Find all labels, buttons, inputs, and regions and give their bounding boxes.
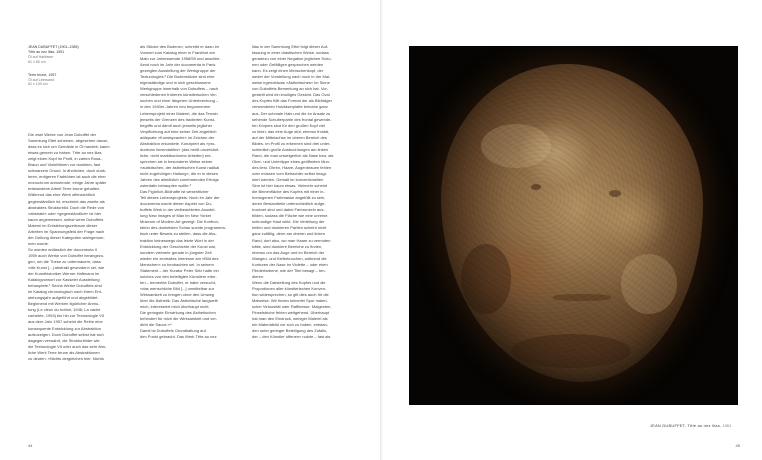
text-line: deren Bestandteile unterschiedlich aufge- — [252, 201, 326, 207]
text-line: Texturologies.² Die Bodenstücke sind eine — [140, 74, 215, 80]
text-line: des Kopfes füllt das Format der als Bildträger — [252, 98, 333, 104]
text-line: wieder ein zentraltes Interesse am »Bild des — [140, 255, 219, 261]
text-line: Lebensprojekt einer Malerei, die das Terrain — [140, 110, 218, 116]
text-line: Abstraktion erkundete. Konzipiert als »pro- — [140, 140, 216, 146]
text-line: Entwicklung der Geschichte der Kunst war, — [140, 243, 217, 249]
text-line: 1959 auch Werke von Dubuffet herangezo- — [28, 252, 105, 258]
text-line: etwas gemein zu haben. Tête au nez lilas — [28, 150, 102, 156]
text-line: behindert für mich die Wirksamkeit und ver- — [140, 316, 218, 322]
text-line: Sinn ist hier kaum etwas. Vielmehr scheint — [252, 183, 328, 189]
text-line: Menschen« zu beobachten sei. In seinem — [140, 261, 214, 267]
text-column-1 — [28, 132, 132, 362]
text-line: oder müssen vom Betrachter selbst imagi- — [252, 170, 327, 176]
text-line: von Dubuffets Bemerkung an sich hat. Vor- — [252, 86, 329, 92]
text-line: hätte, sind dunklere Bereiche zu finden, — [252, 243, 323, 249]
text-line: Konturen der Nase im Violette – oder eben — [252, 261, 328, 267]
text-line: nen oder Gefälligen gesprochen werden — [252, 62, 324, 68]
text-line: Während das eine Werk offensichtlich — [28, 192, 95, 198]
page-number-right: 45 — [735, 443, 740, 448]
caption-medium: Öl auf Leinwand — [28, 77, 54, 82]
text-line: homogenen Farbmasse angefüllt zu sein, — [252, 195, 326, 201]
text-line: der Kunsthistoriker Werner Haftmann im — [28, 271, 100, 277]
text-line: als Stücke des Bodens«, schreibt er dazu im — [140, 44, 219, 49]
text-line: den Punkt gebracht. Das Werk Tête au nez — [140, 334, 217, 340]
artwork-captions — [28, 45, 124, 95]
text-line: ductions linvendables« (das heißt unverkäuf- — [140, 146, 220, 152]
text-line: kann. Es zeigt einen Menschenkopf, der — [252, 68, 324, 74]
text-line: fassung in einer drastischen Weise, sodass — [252, 50, 329, 56]
text-line: geradezu von einer Negation jeglichen Scho- — [252, 56, 332, 62]
caption-size: 81 x 65 cm — [28, 59, 46, 64]
text-line: aus. Der schmale Hals und die im Ansatz zu — [252, 110, 331, 116]
text-line: eigenständige und in sich geschlossene — [140, 80, 211, 86]
text-line: Wirksamkeit zu bringen ohne den Umweg — [140, 291, 215, 297]
text-line: lilas in der Sammlung Ettel folgt dieser Auf- — [252, 44, 329, 49]
text-line: hellen und dunkleren Partien scheint nicht — [252, 225, 327, 231]
text-line: auf der Mittelachse im oberen Bereich des — [252, 134, 327, 140]
text-line: Museum of Modern Art gezeigt. Die Konfron- — [140, 219, 220, 225]
text-line: behauptete.¹ Sechs Werke Dubuffets sind — [28, 283, 102, 289]
text-line: ganz zufällig, denn am oberen und linken — [252, 231, 325, 237]
text-line: ten – bemerkte Dubuffet, er habe versucht, — [140, 279, 216, 285]
text-line: Main zur Jahreswende 1958/59 und anschlie- — [140, 56, 221, 62]
text-line: traktion keineswegs das letzte Wort in der — [140, 237, 214, 243]
text-line: trocknet sind und dabei Farbrunzeln aus- — [252, 207, 325, 213]
text-line: Pinselstriche fehlen weitgehend. Überhaupt — [252, 310, 330, 316]
caption-medium: Öl auf Hartfaser — [28, 54, 54, 59]
text-line: Katalogvorwort zur Kasseler Ausstellung — [28, 277, 100, 283]
text-line: ten Körpers sind für den großen Kopf viel — [252, 122, 325, 128]
text-line: aufzuzeigen. Doch Dubuffet selbst hat sich — [28, 331, 104, 337]
text-line: der – den Künstler offenen« nutzte – fast als — [252, 334, 331, 340]
text-line: dass es sich um Gemälde in Öl handelt, kaum — [28, 144, 110, 150]
text-line: Arbeiten im Spannungsfeld der Frage nach — [28, 228, 105, 234]
text-line: jenseits der Grenzen des tradierten Kunst- — [140, 116, 216, 122]
text-line: documenta wurde dieser Aspekt von Du- — [140, 201, 213, 207]
text-line: Bildes. Im Profil zu erkennen sind drei unter- — [252, 140, 331, 146]
text-line: So wurden anlässlich der documenta II — [28, 246, 97, 252]
text-line: tisch unter Beweis zu stellen, dass die Abs- — [140, 231, 217, 237]
text-line: zu deuten: »Nichts dergleichen hier. Nichts — [28, 355, 104, 361]
text-line: verwendeten Holzfaserplatte beinahe ganz — [252, 104, 328, 110]
caption-entry-1 — [28, 45, 124, 65]
text-line: ein Materialbild vor sich zu haben, entstan- — [252, 322, 329, 328]
text-line: sprechen sie in besonderer Weise seiner — [140, 158, 213, 164]
text-line: Malweise. Wir finden keinerlei Spur maleri- — [252, 297, 328, 303]
text-line: entstandene Arbeit Terre brune gehalten. — [28, 186, 101, 192]
left-page — [0, 0, 380, 460]
caption-title: Tête au nez lilas, 1951 — [28, 49, 65, 54]
text-line: scher Virtuosität oder Raffinesse. Malgesten, — [252, 304, 332, 310]
text-line: Vorwort zum Katalog einer in Frankfurt am — [140, 50, 215, 56]
text-line: sehende Schulterpartie des frontal gewende- — [252, 116, 332, 122]
text-line: liche, nicht marktkonforme Arbeiten) ent- — [140, 152, 212, 158]
right-page — [383, 0, 762, 460]
text-line: liche Werk Terre brune als Abstraktionen — [28, 349, 100, 355]
text-line: konsequente Entwicklung zur Abstraktion — [28, 325, 101, 331]
painting-image — [409, 46, 738, 405]
text-line: Fliederfarbene, wie der Titel besagt – ten- — [252, 267, 326, 273]
text-line: tung (Le vieux du trottoir, 1946; La vache — [28, 307, 101, 313]
text-line: Die zwei Werke von Jean Dubuffet der — [28, 132, 97, 137]
text-line: stehungsjahr aufgeführt und abgebildet. — [28, 295, 99, 301]
text-line: weise irgendetwas »Ästhetisches« im Sinne — [252, 80, 330, 86]
text-line: verschiedenen früheren künstlerischen Ver- — [140, 92, 218, 98]
paint-texture — [441, 64, 703, 382]
text-line: Damit ist Dubuffets Grundhaltung auf — [140, 328, 206, 334]
text-line: ßend noch im Jahr der documenta in Paris — [140, 62, 216, 68]
text-line: Werkgruppe innerhalb von Dubuffets – nach — [140, 86, 219, 92]
text-line: Sammlung Ettel scheinen, abgesehen davon, — [28, 138, 109, 144]
text-line: zeigt einen Kopf im Profil, in zarten Rosa-, — [28, 156, 103, 162]
text-line: buffets Werk in der vielbeachteten Ausstel- — [140, 207, 216, 213]
text-line: leren, erdigeren Farbtönen ist auch die eher — [28, 174, 106, 180]
text-line: schrundige Haut wirkt. Die Verteilung der — [252, 219, 325, 225]
text-line: Die geringste Einwirkung des Ästhetischen — [140, 310, 216, 316]
text-line: den unter geringer Beteiligung des Zufalls, — [252, 328, 328, 334]
painting-caption — [650, 423, 731, 428]
text-line: dieren. — [252, 273, 265, 279]
text-line: Statement – der Kurator Peter Selz hatte ein — [140, 267, 219, 273]
text-line: weder der Vorstellung nach noch in der Mal- — [252, 74, 331, 80]
text-line: adäquate »Kunstsprache« im Zeichen der — [140, 134, 215, 140]
text-line: gegenständlich ist, erscheint das zweite als — [28, 198, 105, 204]
text-line: Malerei im Entstehungszeitraum dieser — [28, 222, 98, 228]
caption-entry-2 — [28, 73, 124, 88]
text-line: dagegen verwahrt, die Strukturbilder wie — [28, 337, 100, 343]
text-line: »die Kunst [...] abstrakt geworden« sei, wie — [28, 265, 105, 271]
page-number-left: 44 — [28, 443, 33, 448]
caption-size: 81 x 100 cm — [28, 82, 48, 87]
text-line: Teil dieses Lebensprojekts. Noch im Jahr der — [140, 195, 220, 201]
text-line: bilden, sodass die Fläche wie eine unreine, — [252, 213, 329, 219]
text-line: lung New Images of Man im New Yorker — [140, 213, 212, 219]
text-line: Jahren des allmählich zunehmenden Erfolgs — [140, 177, 219, 183]
text-line: Rand, dort also, wo man Haare zu vermuten — [252, 237, 331, 243]
text-line: rachetée, 1954) bis hin zur Texturologie VII — [28, 313, 104, 319]
text-line: mich, interessiert mich überhaupt nicht. — [140, 304, 210, 310]
text-line: aus dem Jahr 1957 scheint die Reihe eine — [28, 319, 103, 325]
text-column-2 — [140, 44, 244, 340]
text-line: die Binnenfläche des Kopfes mit einer in- — [252, 189, 325, 195]
text-line: tion widersprechen, so gilt dies auch für die — [252, 291, 329, 297]
text-line: Das Figürlich-Bildhafte ist wesentlicher — [140, 189, 209, 195]
painting-caption-year: 1951 — [722, 423, 732, 428]
text-line: Wenn die Darstellung des Kopfes und die — [252, 279, 326, 285]
text-line: suchen und einer längeren Unterbrechung – — [140, 98, 219, 104]
text-line: »das menschliche Bild [...] unmittelbar zur — [140, 285, 215, 291]
text-line: gestellt wird ein knolliges Gesicht. Das Oval — [252, 92, 330, 98]
text-line: nicht zugehörigen Haltung«, die er in diesen — [140, 170, 219, 176]
text-line: hat man den Eindruck, weniger Malerei als — [252, 316, 328, 322]
text-line: gezeigten Ausstellung der Werkgruppe der — [140, 68, 216, 74]
text-line: der Geltung dieser Kategorien wahrgenom- — [28, 234, 105, 240]
text-line: im Katalog chronologisch nach ihrem Ent- — [28, 289, 103, 295]
caption-title: Terre brune, 1957 — [28, 72, 57, 77]
painted-head — [441, 64, 703, 382]
text-line: abstraktes Strukturbild. Doch die Rede von — [28, 204, 105, 210]
text-line: Verpflichtung auf eine seiner Zeit angeblich — [140, 128, 217, 134]
text-line: die Texturologie VII oder auch das sehr ähn- — [28, 343, 107, 349]
text-line: dirbt die Sauce.«⁴ — [140, 322, 172, 328]
text-line: solches von den beteiligten Künstlern erbe- — [140, 273, 217, 279]
caption-artist: JEAN DUBUFFET (1901–1985) — [28, 45, 79, 49]
text-line: Ober- und Unterlippe eines geöffneten Mun- — [252, 158, 331, 164]
text-line: zu klein; das eine Auge stüt, ebenso frontal, — [252, 128, 330, 134]
text-line: kaum angemessen, selbst wenn Dubuffets — [28, 216, 104, 222]
text-line: ostentativ behaupten wollte.³ — [140, 183, 191, 189]
text-line: ebenso um das Auge und im Bereich der — [252, 249, 325, 255]
text-line: Beginnend mit Werken figürlicher Anmu- — [28, 301, 100, 307]
text-line: begriffs und damit auch jenseits jeglicher — [140, 122, 213, 128]
text-line: Braun und Violetttönen vor dunklem, fast — [28, 162, 101, 168]
text-line: tation des dunkelsten Schau suchte programma- — [140, 225, 227, 231]
text-line: über die Ästhetik. Das Ästhetische langweilt — [140, 297, 218, 303]
text-line: men wurde. — [28, 240, 49, 246]
text-line: sondern vielmehr gerade in jüngster Zeit — [140, 249, 212, 255]
text-line: »autistischen, der ästhetischen Kunst radikal — [140, 164, 220, 170]
text-line: Rand, die man unweigerlich als Nase bzw. als — [252, 152, 334, 158]
text-line: niert werden. Gemalt im konventionellen — [252, 177, 324, 183]
text-line: Wangen- und Kieferknochen, während die — [252, 255, 327, 261]
text-line: schiedlich große Ausbuchtungen am linken — [252, 146, 329, 152]
painting-caption-artist: JEAN DUBUFFET, Tête au nez lilas, — [650, 423, 722, 428]
text-line: »abstrakt« oder »gegenständlich« ist hier — [28, 210, 102, 216]
text-line: Proportionen aller künstlerischen Konven- — [252, 285, 327, 291]
text-line: gen, um die These zu untermauern, dass — [28, 258, 101, 264]
text-column-3 — [252, 44, 356, 340]
text-line: monochrom anmutende, einige Jahre später — [28, 180, 107, 186]
text-line: schwarzem Grund. In ähnlichen, doch dunk- — [28, 168, 107, 174]
text-line: in den 1940er-Jahren neu begonnenem — [140, 104, 211, 110]
text-line: des liest. Ohren, Haare, Augenbrauen fehlen — [252, 164, 332, 170]
